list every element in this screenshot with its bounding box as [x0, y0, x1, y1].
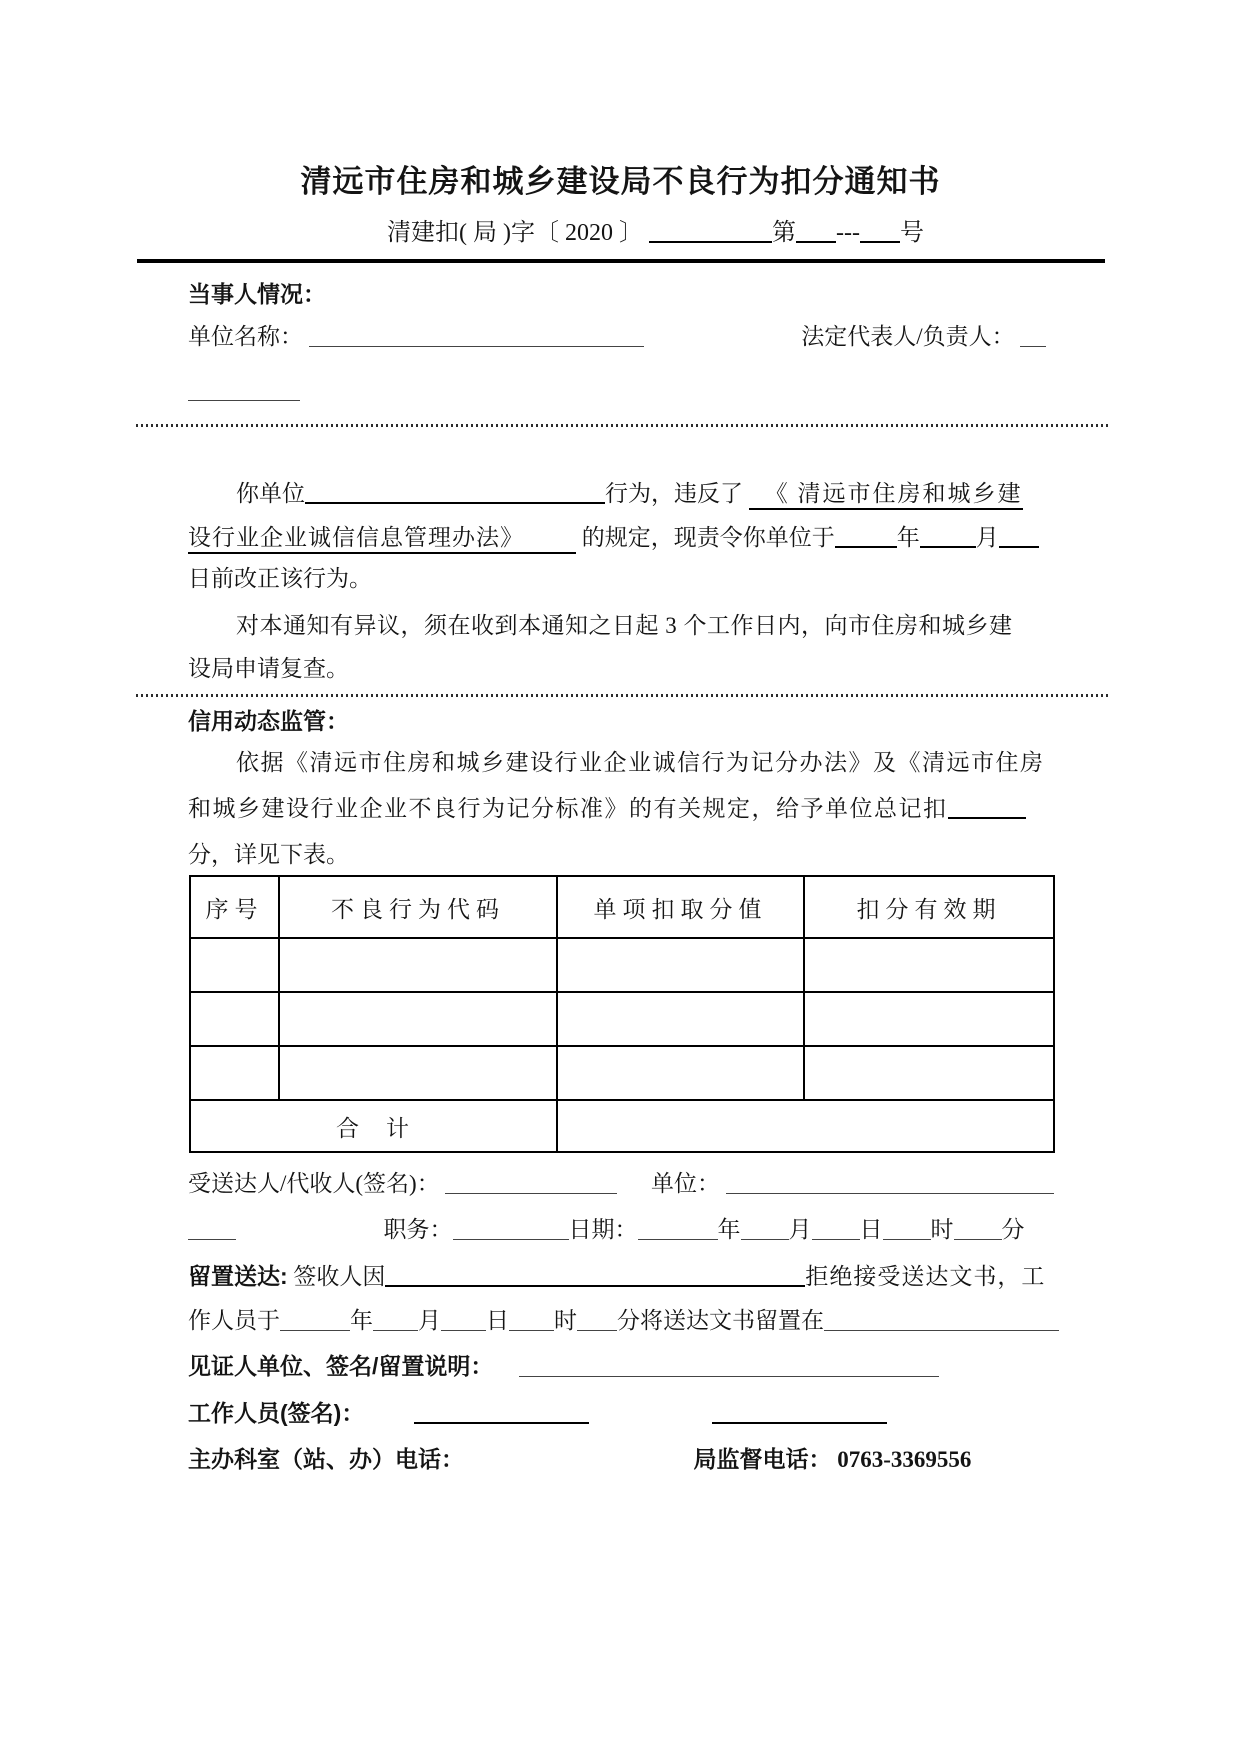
retention-hour-blank	[509, 1308, 554, 1331]
violation-line-3: 日前改正该行为。	[188, 566, 372, 591]
deadline-year-blank	[835, 524, 897, 548]
behavior-blank	[305, 480, 605, 504]
bureau-phone-label: 局监督电话：	[693, 1446, 832, 1472]
witness-line	[188, 1349, 939, 1383]
col-header-behavior-code: 不良行为代码	[279, 876, 557, 938]
cell-validity-period	[804, 938, 1054, 992]
doc-reference-line	[387, 215, 924, 251]
retention-line-2	[188, 1304, 1059, 1338]
cell-behavior-code	[279, 1046, 557, 1100]
cell-validity-period	[804, 1046, 1054, 1100]
bureau-phone-number: 0763-3369556	[837, 1447, 972, 1472]
staff-sign-blank-2	[712, 1400, 887, 1424]
retention-month-blank	[373, 1308, 418, 1331]
retention-pre: 签收人因	[293, 1264, 386, 1289]
continuation-blank-line	[188, 374, 300, 408]
cell-behavior-code	[279, 938, 557, 992]
col-header-deduction-value: 单项扣取分值	[557, 876, 804, 938]
violation-line1-pre: 你单位	[236, 481, 305, 506]
recipient-sign-label: 受送达人/代收人(签名)：	[188, 1171, 440, 1196]
doc-reference-prefix: 清建扣( 局 )字〔 2020 〕	[387, 220, 643, 246]
retention-year-blank	[280, 1308, 350, 1331]
col-header-index: 序号	[190, 876, 279, 938]
retention-year: 年	[350, 1308, 373, 1333]
retention-line-1	[188, 1259, 1045, 1293]
unit-name-label: 单位名称：	[188, 324, 303, 349]
retention-day-blank	[441, 1308, 486, 1331]
credit-line2-text: 和城乡建设行业企业不良行为记分标准》的有关规定，给予单位总记扣	[188, 796, 948, 821]
law-name-part1: 《 清远市住房和城乡建	[749, 481, 1023, 510]
party-section-heading: 当事人情况：	[188, 281, 326, 307]
date-month-blank	[741, 1217, 789, 1240]
retention-minute-blank	[577, 1308, 617, 1331]
recipient-unit-label: 单位：	[650, 1171, 720, 1196]
date-year-blank	[638, 1217, 718, 1240]
date-hour: 时	[930, 1217, 954, 1242]
total-points-blank	[948, 795, 1026, 819]
total-label-cell: 合 计	[190, 1100, 557, 1152]
date-day: 日	[859, 1217, 883, 1242]
date-hour-blank	[883, 1217, 931, 1240]
office-phone-label: 主办科室（站、办）电话：	[188, 1446, 464, 1472]
score-table-header-row	[190, 876, 1054, 938]
credit-line-3: 分，详见下表。	[188, 842, 349, 867]
duty-blank	[453, 1217, 569, 1240]
retention-post: 拒绝接受送达文书，工	[805, 1264, 1046, 1289]
reference-blank-2	[860, 219, 900, 243]
deadline-day-blank	[999, 524, 1039, 548]
retention-reason-blank	[385, 1263, 805, 1287]
score-table-empty-row	[190, 992, 1054, 1046]
phone-line	[188, 1442, 971, 1476]
retention-month: 月	[418, 1308, 441, 1333]
deadline-month-label: 月	[975, 525, 999, 550]
date-year: 年	[717, 1217, 741, 1242]
deadline-year-label: 年	[896, 525, 920, 550]
score-table-empty-row	[190, 1046, 1054, 1100]
reference-blank-1	[796, 219, 836, 243]
unit-name-line	[188, 320, 1046, 354]
retention2-post: 分将送达文书留置在	[617, 1308, 824, 1333]
cell-deduction-value	[557, 992, 804, 1046]
violation-line-1	[236, 477, 1023, 511]
score-table-empty-row	[190, 938, 1054, 992]
cell-behavior-code	[279, 992, 557, 1046]
wrap-blank	[188, 1217, 236, 1240]
staff-sign-label: 工作人员(签名)：	[188, 1400, 365, 1426]
cell-index	[190, 1046, 279, 1100]
header-divider-rule	[137, 259, 1105, 263]
recipient-sign-blank	[445, 1171, 617, 1194]
date-month: 月	[788, 1217, 812, 1242]
violation-line-2	[188, 521, 1039, 555]
objection-line-2: 设局申请复查。	[188, 656, 349, 681]
reference-dashes: ---	[835, 220, 860, 246]
page-title: 清远市住房和城乡建设局不良行为扣分通知书	[300, 164, 941, 199]
deadline-month-blank	[920, 524, 976, 548]
witness-label: 见证人单位、签名/留置说明：	[188, 1353, 494, 1379]
score-table	[189, 875, 1055, 1153]
duty-label: 职务：	[383, 1217, 453, 1242]
credit-line-1: 依据《清远市住房和城乡建设行业企业诚信行为记分办法》及《清远市住房	[236, 750, 1045, 775]
retention-day: 日	[486, 1308, 509, 1333]
reference-number-blank	[649, 219, 772, 243]
violation-line2-mid: 的规定，现责令你单位于	[581, 525, 835, 550]
retention-heading: 留置送达:	[188, 1263, 288, 1289]
unit-name-blank	[309, 324, 644, 347]
date-minute: 分	[1001, 1217, 1025, 1242]
continuation-blank	[188, 378, 300, 401]
credit-section-heading: 信用动态监管：	[188, 708, 349, 734]
law-name-part2: 设行业企业诚信信息管理办法》	[188, 525, 576, 554]
legal-rep-blank	[1020, 324, 1046, 347]
dotted-separator-2	[136, 694, 1108, 697]
cell-deduction-value	[557, 938, 804, 992]
date-label: 日期：	[568, 1217, 638, 1242]
dotted-separator-1	[136, 424, 1108, 427]
cell-validity-period	[804, 992, 1054, 1046]
date-minute-blank	[954, 1217, 1002, 1240]
date-day-blank	[812, 1217, 860, 1240]
retention-hour: 时	[554, 1308, 577, 1333]
score-table-total-row	[190, 1100, 1054, 1152]
retention2-pre: 作人员于	[188, 1308, 280, 1333]
reference-suffix: 号	[899, 220, 924, 246]
legal-rep-label: 法定代表人/负责人：	[801, 324, 1015, 349]
cell-deduction-value	[557, 1046, 804, 1100]
witness-blank	[519, 1354, 939, 1377]
total-value-cell	[557, 1100, 1054, 1152]
violation-line1-mid: 行为，违反了	[605, 481, 743, 506]
recipient-unit-blank	[726, 1171, 1054, 1194]
cell-index	[190, 938, 279, 992]
staff-sign-line	[188, 1396, 887, 1430]
retention-place-blank	[824, 1308, 1059, 1331]
recipient-line	[188, 1167, 1054, 1201]
cell-index	[190, 992, 279, 1046]
staff-sign-blank-1	[414, 1400, 589, 1424]
duty-date-line	[188, 1213, 1025, 1247]
col-header-validity-period: 扣分有效期	[804, 876, 1054, 938]
objection-line-1: 对本通知有异议，须在收到本通知之日起 3 个工作日内，向市住房和城乡建	[236, 613, 1013, 638]
reference-no-label: 第	[771, 220, 796, 246]
credit-line-2	[188, 792, 1026, 826]
